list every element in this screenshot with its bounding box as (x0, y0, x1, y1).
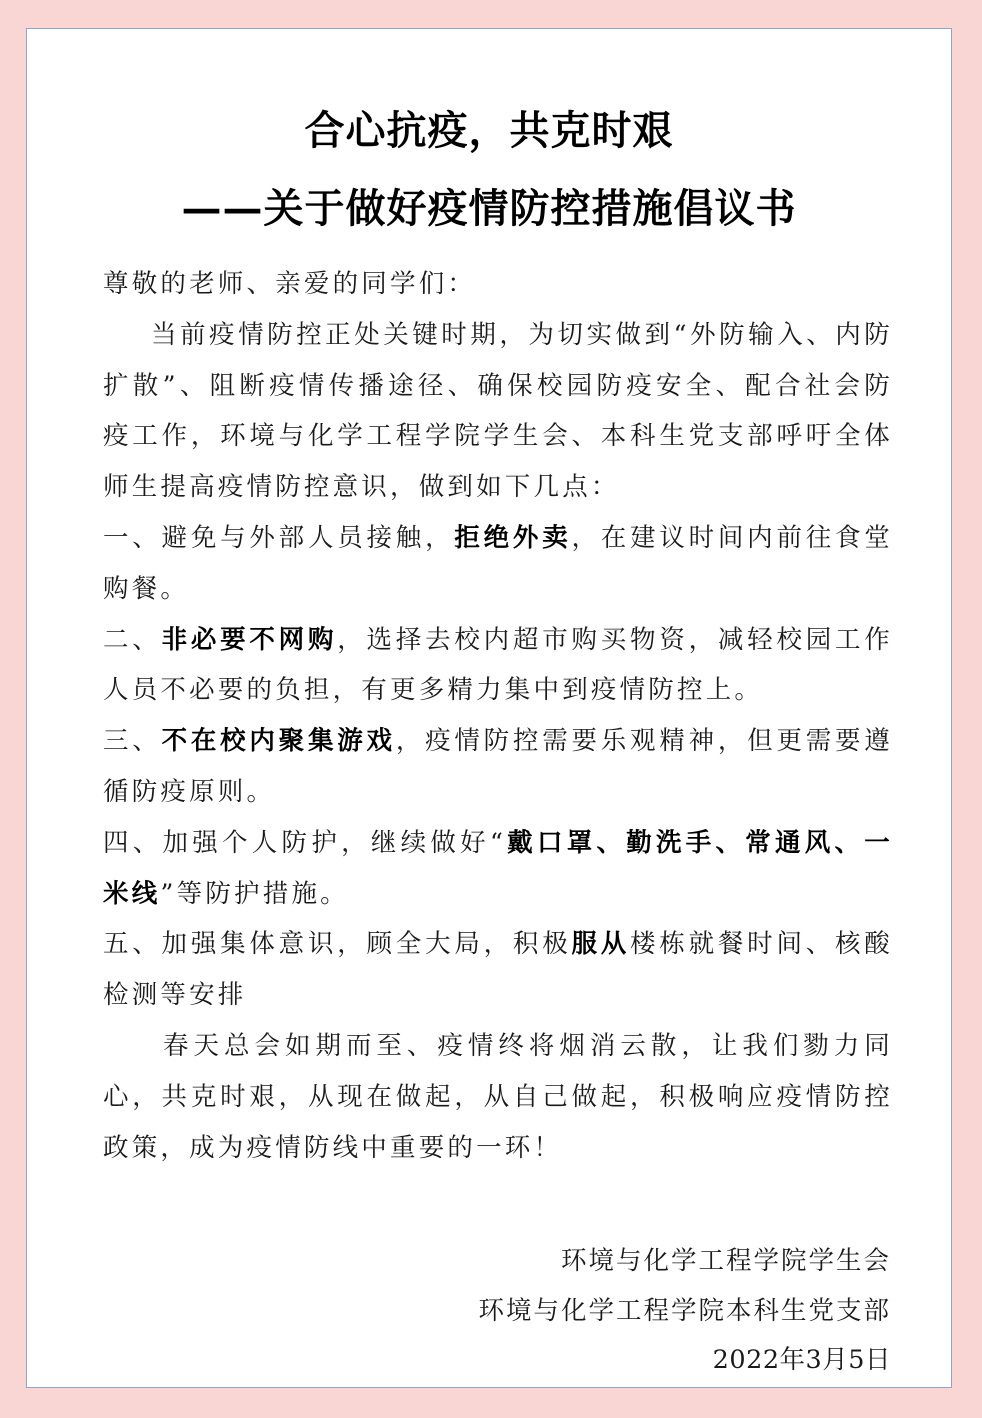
page-title: 合心抗疫，共克时艰 (304, 107, 674, 154)
emphasis: 服从 (571, 929, 631, 960)
emphasis: 非必要不网购 (161, 624, 338, 655)
emphasis: 戴口罩、勤洗手、常通风、一米线 (103, 827, 893, 909)
list-item: 二、非必要不网购，选择去校内超市购买物资，减轻校园工作人员不必要的负担，有更多精力集中到疫情防控上。 (103, 624, 893, 706)
letter-body (103, 259, 893, 1173)
signature-date: 2022年3月5日 (712, 1345, 891, 1375)
list-item: 五、加强集体意识，顾全大局，积极服从楼栋就餐时间、核酸检测等安排 (103, 929, 893, 1011)
list-item: 三、不在校内聚集游戏，疫情防控需要乐观精神，但更需要遵循防疫原则。 (103, 726, 893, 807)
intro-paragraph: 当前疫情防控正处关键时期，为切实做到“外防输入、内防扩散”、阻断疫情传播途径、确保校园防疫安全、配合社会防疫工作，环境与化学工程学院学生会、本科生党支部呼吁全体师生提高疫情防控意识，做到如下几点： (103, 319, 893, 503)
closing-paragraph: 春天总会如期而至、疫情终将烟消云散，让我们勠力同心，共克时艰，从现在做起，从自己做起，积极响应疫情防控政策，成为疫情防线中重要的一环！ (103, 1030, 893, 1163)
list-item: 一、避免与外部人员接触，拒绝外卖，在建议时间内前往食堂购餐。 (103, 522, 893, 604)
list-item: 四、加强个人防护，继续做好“戴口罩、勤洗手、常通风、一米线”等防护措施。 (103, 827, 893, 909)
page-subtitle: ——关于做好疫情防控措施倡议书 (181, 185, 797, 232)
signature-org-2: 环境与化学工程学院本科生党支部 (478, 1296, 891, 1326)
letter-page (26, 28, 952, 1388)
emphasis: 拒绝外卖 (454, 522, 572, 553)
emphasis: 不在校内聚集游戏 (161, 726, 396, 757)
signature-org-1: 环境与化学工程学院学生会 (560, 1246, 891, 1276)
greeting: 尊敬的老师、亲爱的同学们： (103, 269, 477, 299)
